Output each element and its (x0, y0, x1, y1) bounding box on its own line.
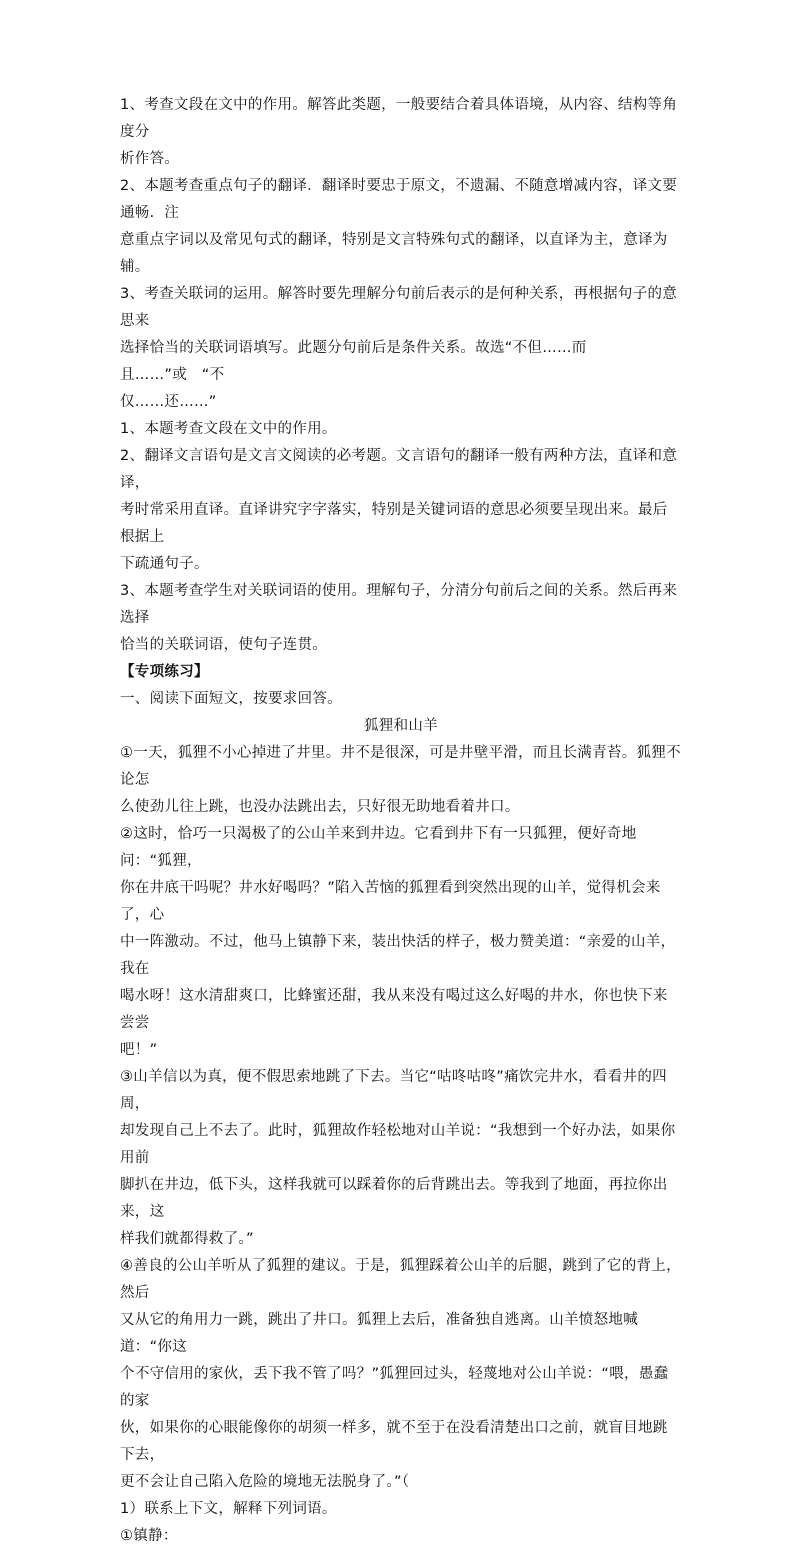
text-line: 2、翻译文言语句是文言文阅读的必考题。文言语句的翻译一般有两种方法，直译和意译， (120, 448, 678, 491)
text-line: 又从它的角用力一跳，跳出了井口。狐狸上去后，准备独自逃离。山羊愤怒地喊道：“你这 (120, 1312, 638, 1355)
text-line: 更不会让自己陷入危险的境地无法脱身了。”（ (120, 1474, 410, 1490)
section-heading: 【专项练习】 (120, 664, 209, 680)
text-line: ①镇静： (120, 1528, 178, 1544)
story-title: 狐狸和山羊 (364, 718, 438, 734)
text-line: 1）联系上下文，解释下列词语。 (120, 1501, 337, 1517)
text-line: 3、考查关联词的运用。解答时要先理解分句前后表示的是何种关系，再根据句子的意思来 (120, 286, 678, 329)
text-line: 考时常采用直译。直译讲究字字落实，特别是关键词语的意思必须要呈现出来。最后根据上 (120, 502, 668, 545)
text-line: 意重点字词以及常见句式的翻译，特别是文言特殊句式的翻译，以直译为主，意译为辅。 (120, 232, 668, 275)
document-body (120, 92, 682, 1550)
text-line: 伙，如果你的心眼能像你的胡须一样多，就不至于在没看清楚出口之前，就盲目地跳下去， (120, 1420, 668, 1463)
text-line: 下疏通句子。 (120, 556, 209, 572)
text-line: ④善良的公山羊听从了狐狸的建议。于是，狐狸踩着公山羊的后腿，跳到了它的背上，然后 (120, 1258, 681, 1301)
text-line: 1、本题考查文段在文中的作用。 (120, 421, 337, 437)
text-line: ①一天，狐狸不小心掉进了井里。井不是很深，可是井壁平滑，而且长满青苔。狐狸不论怎 (120, 745, 681, 788)
text-line: 喝水呀！这水清甜爽口，比蜂蜜还甜，我从来没有喝过这么好喝的井水，你也快下来尝尝 (120, 988, 668, 1031)
text-line: 吧！” (120, 1042, 158, 1058)
text-line: 一、阅读下面短文，按要求回答。 (120, 691, 342, 707)
text-line: 仅……还……” (120, 394, 217, 410)
text-line: 个不守信用的家伙，丢下我不管了吗？”狐狸回过头，轻蔑地对公山羊说：“喂，愚蠢的家 (120, 1366, 669, 1409)
text-line: 样我们就都得救了。” (120, 1231, 254, 1247)
text-line: 却发现自己上不去了。此时，狐狸故作轻松地对山羊说：“我想到一个好办法，如果你用前 (120, 1123, 676, 1166)
text-line: ②这时，恰巧一只渴极了的公山羊来到井边。它看到井下有一只狐狸，便好奇地问：“狐狸， (120, 826, 637, 869)
text-line: 1、考查文段在文中的作用。解答此类题，一般要结合着具体语境，从内容、结构等角度分 (120, 97, 678, 140)
text-line: 恰当的关联词语，使句子连贯。 (120, 637, 328, 653)
text-line: 选择恰当的关联词语填写。此题分句前后是条件关系。故选“不但……而且……”或 “不 (120, 340, 587, 383)
text-line: 你在井底干吗呢？井水好喝吗？”陷入苦恼的狐狸看到突然出现的山羊，觉得机会来了，心 (120, 880, 661, 923)
text-line: 2、本题考查重点句子的翻译．翻译时要忠于原文，不遗漏、不随意增减内容，译文要通畅．注 (120, 178, 678, 221)
text-line: ③山羊信以为真，便不假思索地跳了下去。当它“咕咚咕咚”痛饮完井水，看看井的四周， (120, 1069, 667, 1112)
text-line: 么使劲儿往上跳，也没办法跳出去，只好很无助地看着井口。 (120, 799, 520, 815)
text-line: 析作答。 (120, 151, 180, 167)
text-line: 脚扒在井边，低下头，这样我就可以踩着你的后背跳出去。等我到了地面，再拉你出来，这 (120, 1177, 668, 1220)
text-line: 中一阵激动。不过，他马上镇静下来，装出快活的样子，极力赞美道：“亲爱的山羊，我在 (120, 934, 676, 977)
text-line: 3、本题考查学生对关联词语的使用。理解句子，分清分句前后之间的关系。然后再来选择 (120, 583, 678, 626)
